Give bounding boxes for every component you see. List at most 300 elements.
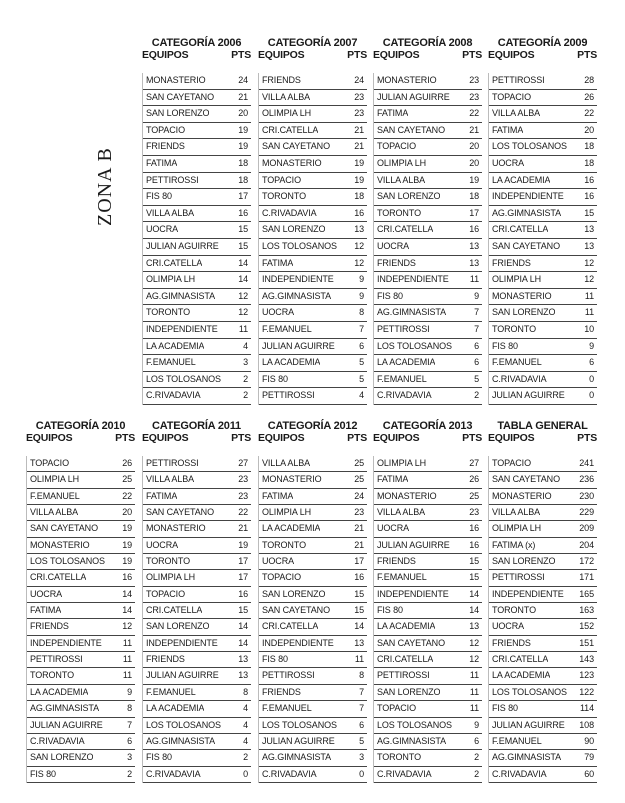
table-title: CATEGORÍA 2009: [497, 37, 588, 49]
standings-table: [488, 420, 597, 783]
table-row: [374, 636, 482, 652]
team-points: 23: [469, 75, 479, 85]
table-row: [259, 718, 367, 734]
team-points: 241: [579, 458, 594, 468]
team-points: 0: [359, 768, 364, 779]
table-row: [489, 701, 597, 717]
table-row: [143, 701, 251, 717]
team-name: OLIMPIA LH: [30, 474, 80, 485]
table-row: [374, 106, 482, 123]
header-pts: PTS: [347, 432, 367, 444]
table-row: [489, 90, 597, 107]
team-points: 6: [359, 340, 364, 351]
team-points: 0: [589, 373, 594, 384]
table-row: [259, 750, 367, 766]
team-name: PETTIROSSI: [262, 670, 315, 681]
team-name: TOPACIO: [377, 703, 416, 714]
header-equipos: EQUIPOS: [373, 432, 420, 444]
team-name: C.RIVADAVIA: [492, 768, 547, 779]
team-points: 21: [238, 523, 248, 534]
team-points: 23: [354, 507, 364, 518]
team-points: 9: [359, 274, 364, 285]
table-row: [374, 355, 482, 372]
team-points: 236: [579, 474, 594, 485]
table-row: [374, 767, 482, 783]
team-points: 21: [238, 91, 248, 102]
table-row: [259, 767, 367, 783]
table-row: [143, 339, 251, 356]
team-points: 8: [127, 703, 132, 714]
team-name: AG.GIMNASISTA: [146, 290, 216, 301]
header-pts: PTS: [231, 432, 251, 444]
table-row: [489, 388, 597, 405]
table-row: [489, 305, 597, 322]
table-title: CATEGORÍA 2010: [35, 420, 126, 432]
table-row: [259, 355, 367, 372]
team-name: OLIMPIA LH: [262, 108, 312, 119]
table-row: [259, 701, 367, 717]
standings-table: [258, 420, 367, 783]
team-name: FATIMA: [262, 257, 294, 268]
table-rows: [373, 73, 482, 405]
team-name: JULIAN AGUIRRE: [146, 670, 219, 681]
team-name: VILLA ALBA: [492, 108, 541, 119]
table-row: [27, 538, 135, 554]
team-name: AG.GIMNASISTA: [262, 752, 332, 763]
team-name: C.RIVADAVIA: [262, 768, 317, 779]
team-name: JULIAN AGUIRRE: [262, 735, 335, 746]
team-name: SAN LORENZO: [262, 224, 326, 235]
header-equipos: EQUIPOS: [26, 432, 73, 444]
team-points: 2: [243, 390, 248, 401]
table-header: [26, 432, 135, 444]
team-name: PETTIROSSI: [146, 458, 199, 468]
team-name: VILLA ALBA: [30, 507, 79, 518]
team-name: JULIAN AGUIRRE: [492, 719, 565, 730]
team-points: 24: [354, 75, 364, 85]
table-row: [374, 668, 482, 684]
team-points: 19: [354, 157, 364, 168]
table-row: [259, 685, 367, 701]
team-points: 9: [474, 719, 479, 730]
team-name: FRIENDS: [146, 654, 185, 665]
team-points: 17: [238, 556, 248, 567]
table-row: [374, 388, 482, 405]
team-points: 16: [469, 539, 479, 550]
table-row: [143, 472, 251, 488]
team-name: TOPACIO: [492, 458, 531, 468]
table-header: [373, 49, 482, 61]
header-equipos: EQUIPOS: [258, 432, 305, 444]
table-row: [489, 239, 597, 256]
team-name: UOCRA: [262, 556, 295, 567]
table-header: [488, 432, 597, 444]
table-row: [489, 173, 597, 190]
team-points: 4: [359, 390, 364, 401]
team-points: 5: [359, 357, 364, 368]
team-name: CRI.CATELLA: [262, 124, 319, 135]
team-points: 18: [238, 174, 248, 185]
table-row: [143, 570, 251, 586]
team-name: SAN CAYETANO: [30, 523, 98, 534]
table-rows: [26, 456, 135, 783]
table-row: [143, 90, 251, 107]
team-name: OLIMPIA LH: [262, 507, 312, 518]
table-row: [143, 239, 251, 256]
team-name: LA ACADEMIA: [262, 357, 321, 368]
team-name: C.RIVADAVIA: [377, 390, 432, 401]
team-name: FIS 80: [146, 752, 172, 763]
team-points: 6: [127, 735, 132, 746]
team-points: 24: [238, 75, 248, 85]
team-name: SAN LORENZO: [377, 686, 441, 697]
team-points: 13: [354, 637, 364, 648]
team-points: 25: [469, 490, 479, 501]
team-name: VILLA ALBA: [377, 174, 426, 185]
team-points: 16: [354, 207, 364, 218]
table-title: CATEGORÍA 2012: [267, 420, 358, 432]
team-name: UOCRA: [377, 240, 410, 251]
table-row: [489, 587, 597, 603]
team-points: 108: [579, 719, 594, 730]
team-name: LA ACADEMIA: [492, 174, 551, 185]
table-row: [259, 73, 367, 90]
team-points: 11: [354, 654, 364, 665]
team-name: PETTIROSSI: [30, 654, 83, 665]
table-row: [143, 256, 251, 273]
header-pts: PTS: [462, 49, 482, 61]
team-name: TORONTO: [262, 191, 306, 202]
team-points: 17: [354, 556, 364, 567]
zona-label: ZONA B: [94, 147, 116, 226]
table-row: [374, 701, 482, 717]
team-name: JULIAN AGUIRRE: [492, 390, 565, 401]
table-header: [488, 49, 597, 61]
team-name: INDEPENDIENTE: [30, 637, 102, 648]
table-row: [259, 239, 367, 256]
team-points: 12: [354, 257, 364, 268]
team-name: FRIENDS: [377, 257, 416, 268]
table-row: [259, 603, 367, 619]
team-points: 9: [474, 290, 479, 301]
team-name: CRI.CATELLA: [377, 654, 434, 665]
team-points: 204: [579, 539, 594, 550]
table-row: [259, 305, 367, 322]
table-row: [259, 538, 367, 554]
team-name: UOCRA: [30, 588, 63, 599]
team-name: TOPACIO: [30, 458, 69, 468]
table-row: [489, 554, 597, 570]
table-row: [489, 489, 597, 505]
table-row: [259, 189, 367, 206]
team-points: 14: [238, 637, 248, 648]
team-points: 14: [469, 588, 479, 599]
team-name: TORONTO: [262, 539, 306, 550]
team-name: SAN CAYETANO: [262, 141, 330, 152]
table-row: [374, 139, 482, 156]
header-pts: PTS: [577, 49, 597, 61]
table-row: [374, 123, 482, 140]
team-name: LA ACADEMIA: [377, 621, 436, 632]
team-name: C.RIVADAVIA: [262, 207, 317, 218]
table-row: [489, 570, 597, 586]
team-points: 27: [238, 458, 248, 468]
team-points: 12: [584, 257, 594, 268]
team-name: PETTIROSSI: [146, 174, 199, 185]
team-points: 122: [579, 686, 594, 697]
table-row: [143, 685, 251, 701]
team-name: LA ACADEMIA: [262, 523, 321, 534]
team-name: CRI.CATELLA: [146, 257, 203, 268]
team-name: INDEPENDIENTE: [377, 274, 449, 285]
team-points: 20: [469, 141, 479, 152]
table-header: [142, 49, 251, 61]
team-points: 26: [469, 474, 479, 485]
table-row: [143, 718, 251, 734]
team-points: 6: [474, 735, 479, 746]
team-name: TORONTO: [492, 605, 536, 616]
team-points: 143: [579, 654, 594, 665]
team-name: MONASTERIO: [377, 75, 437, 85]
team-points: 12: [469, 637, 479, 648]
table-row: [489, 619, 597, 635]
team-name: OLIMPIA LH: [492, 523, 542, 534]
table-row: [259, 734, 367, 750]
header-pts: PTS: [347, 49, 367, 61]
team-name: MONASTERIO: [30, 539, 90, 550]
table-row: [374, 505, 482, 521]
table-rows: [373, 456, 482, 783]
table-row: [489, 685, 597, 701]
table-row: [143, 189, 251, 206]
team-name: SAN CAYETANO: [262, 605, 330, 616]
team-points: 15: [354, 588, 364, 599]
table-row: [374, 239, 482, 256]
team-points: 16: [584, 191, 594, 202]
team-points: 14: [238, 621, 248, 632]
table-row: [489, 652, 597, 668]
team-points: 8: [359, 307, 364, 318]
team-name: OLIMPIA LH: [146, 572, 196, 583]
team-name: FRIENDS: [30, 621, 69, 632]
table-row: [374, 489, 482, 505]
team-points: 13: [238, 654, 248, 665]
team-points: 3: [359, 752, 364, 763]
table-row: [143, 222, 251, 239]
table-row: [259, 554, 367, 570]
table-row: [489, 734, 597, 750]
team-points: 13: [238, 670, 248, 681]
team-name: FATIMA: [146, 490, 178, 501]
team-points: 26: [584, 91, 594, 102]
team-name: UOCRA: [262, 307, 295, 318]
team-name: JULIAN AGUIRRE: [146, 240, 219, 251]
team-points: 16: [122, 572, 132, 583]
team-name: UOCRA: [492, 157, 525, 168]
table-row: [374, 73, 482, 90]
team-name: FATIMA: [262, 490, 294, 501]
team-points: 11: [238, 323, 248, 334]
team-name: LOS TOLOSANOS: [146, 719, 221, 730]
team-name: LA ACADEMIA: [492, 670, 551, 681]
team-points: 24: [354, 490, 364, 501]
table-row: [489, 372, 597, 389]
team-points: 12: [122, 621, 132, 632]
team-name: MONASTERIO: [146, 523, 206, 534]
table-row: [259, 123, 367, 140]
team-name: SAN CAYETANO: [377, 124, 445, 135]
team-name: F.EMANUEL: [492, 735, 542, 746]
table-row: [489, 355, 597, 372]
team-name: F.EMANUEL: [492, 357, 542, 368]
team-points: 22: [238, 507, 248, 518]
header-equipos: EQUIPOS: [142, 432, 189, 444]
team-points: 15: [238, 224, 248, 235]
team-points: 22: [122, 490, 132, 501]
team-points: 23: [469, 91, 479, 102]
team-name: FIS 80: [492, 340, 518, 351]
team-name: AG.GIMNASISTA: [492, 207, 562, 218]
team-name: C.RIVADAVIA: [146, 768, 201, 779]
table-row: [374, 173, 482, 190]
table-row: [27, 734, 135, 750]
team-name: FIS 80: [146, 191, 172, 202]
team-points: 209: [579, 523, 594, 534]
team-points: 152: [579, 621, 594, 632]
team-points: 14: [238, 257, 248, 268]
table-header: [373, 432, 482, 444]
team-points: 172: [579, 556, 594, 567]
table-row: [374, 570, 482, 586]
team-name: FIS 80: [492, 703, 518, 714]
team-points: 19: [122, 539, 132, 550]
team-name: JULIAN AGUIRRE: [377, 91, 450, 102]
table-row: [259, 322, 367, 339]
team-name: FATIMA: [146, 157, 178, 168]
team-points: 9: [589, 340, 594, 351]
table-row: [374, 619, 482, 635]
table-row: [143, 305, 251, 322]
team-name: FRIENDS: [377, 556, 416, 567]
header-equipos: EQUIPOS: [258, 49, 305, 61]
team-name: F.EMANUEL: [262, 323, 312, 334]
table-row: [27, 489, 135, 505]
table-row: [27, 587, 135, 603]
table-row: [143, 123, 251, 140]
table-row: [489, 750, 597, 766]
team-points: 15: [354, 605, 364, 616]
table-rows: [258, 456, 367, 783]
team-points: 14: [238, 274, 248, 285]
table-row: [374, 652, 482, 668]
table-row: [374, 156, 482, 173]
team-points: 20: [122, 507, 132, 518]
table-row: [374, 603, 482, 619]
table-row: [374, 456, 482, 472]
team-name: TORONTO: [377, 752, 421, 763]
team-points: 4: [243, 735, 248, 746]
team-points: 163: [579, 605, 594, 616]
table-row: [374, 189, 482, 206]
table-row: [143, 372, 251, 389]
team-name: UOCRA: [146, 539, 179, 550]
team-name: FIS 80: [377, 290, 403, 301]
standings-table: [26, 420, 135, 783]
team-name: FRIENDS: [262, 75, 301, 85]
table-row: [259, 521, 367, 537]
table-row: [489, 603, 597, 619]
team-name: SAN LORENZO: [30, 752, 94, 763]
table-row: [27, 750, 135, 766]
team-name: INDEPENDIENTE: [492, 191, 564, 202]
team-points: 19: [469, 174, 479, 185]
team-points: 20: [584, 124, 594, 135]
team-name: LOS TOLOSANOS: [377, 719, 452, 730]
team-name: LOS TOLOSANOS: [262, 719, 337, 730]
team-points: 11: [469, 703, 479, 714]
table-row: [374, 521, 482, 537]
table-title: CATEGORÍA 2011: [152, 420, 241, 432]
table-row: [374, 289, 482, 306]
table-row: [259, 636, 367, 652]
table-row: [374, 322, 482, 339]
team-name: FATIMA: [377, 108, 409, 119]
team-name: MONASTERIO: [377, 490, 437, 501]
table-row: [143, 206, 251, 223]
table-row: [259, 587, 367, 603]
team-points: 90: [584, 735, 594, 746]
table-header: [142, 432, 251, 444]
table-row: [259, 139, 367, 156]
team-name: OLIMPIA LH: [146, 274, 196, 285]
team-name: LOS TOLOSANOS: [492, 686, 567, 697]
team-name: PETTIROSSI: [377, 323, 430, 334]
table-rows: [258, 73, 367, 405]
team-name: OLIMPIA LH: [377, 458, 427, 468]
table-row: [489, 456, 597, 472]
team-name: FRIENDS: [492, 257, 531, 268]
table-row: [489, 636, 597, 652]
team-points: 21: [354, 539, 364, 550]
team-name: FRIENDS: [492, 637, 531, 648]
team-name: C.RIVADAVIA: [492, 373, 547, 384]
table-row: [27, 570, 135, 586]
team-points: 9: [359, 290, 364, 301]
table-row: [489, 123, 597, 140]
team-points: 6: [589, 357, 594, 368]
table-row: [259, 173, 367, 190]
table-row: [143, 489, 251, 505]
team-name: C.RIVADAVIA: [30, 735, 85, 746]
team-points: 18: [469, 191, 479, 202]
team-name: TOPACIO: [146, 124, 185, 135]
table-row: [143, 652, 251, 668]
table-row: [489, 339, 597, 356]
table-rows: [488, 73, 597, 405]
team-name: INDEPENDIENTE: [262, 637, 334, 648]
table-row: [27, 685, 135, 701]
team-points: 19: [238, 141, 248, 152]
team-points: 11: [584, 290, 594, 301]
table-row: [374, 750, 482, 766]
team-points: 7: [359, 323, 364, 334]
team-points: 2: [127, 768, 132, 779]
table-row: [489, 521, 597, 537]
team-name: F.EMANUEL: [146, 357, 196, 368]
table-row: [489, 106, 597, 123]
header-pts: PTS: [577, 432, 597, 444]
table-row: [143, 139, 251, 156]
